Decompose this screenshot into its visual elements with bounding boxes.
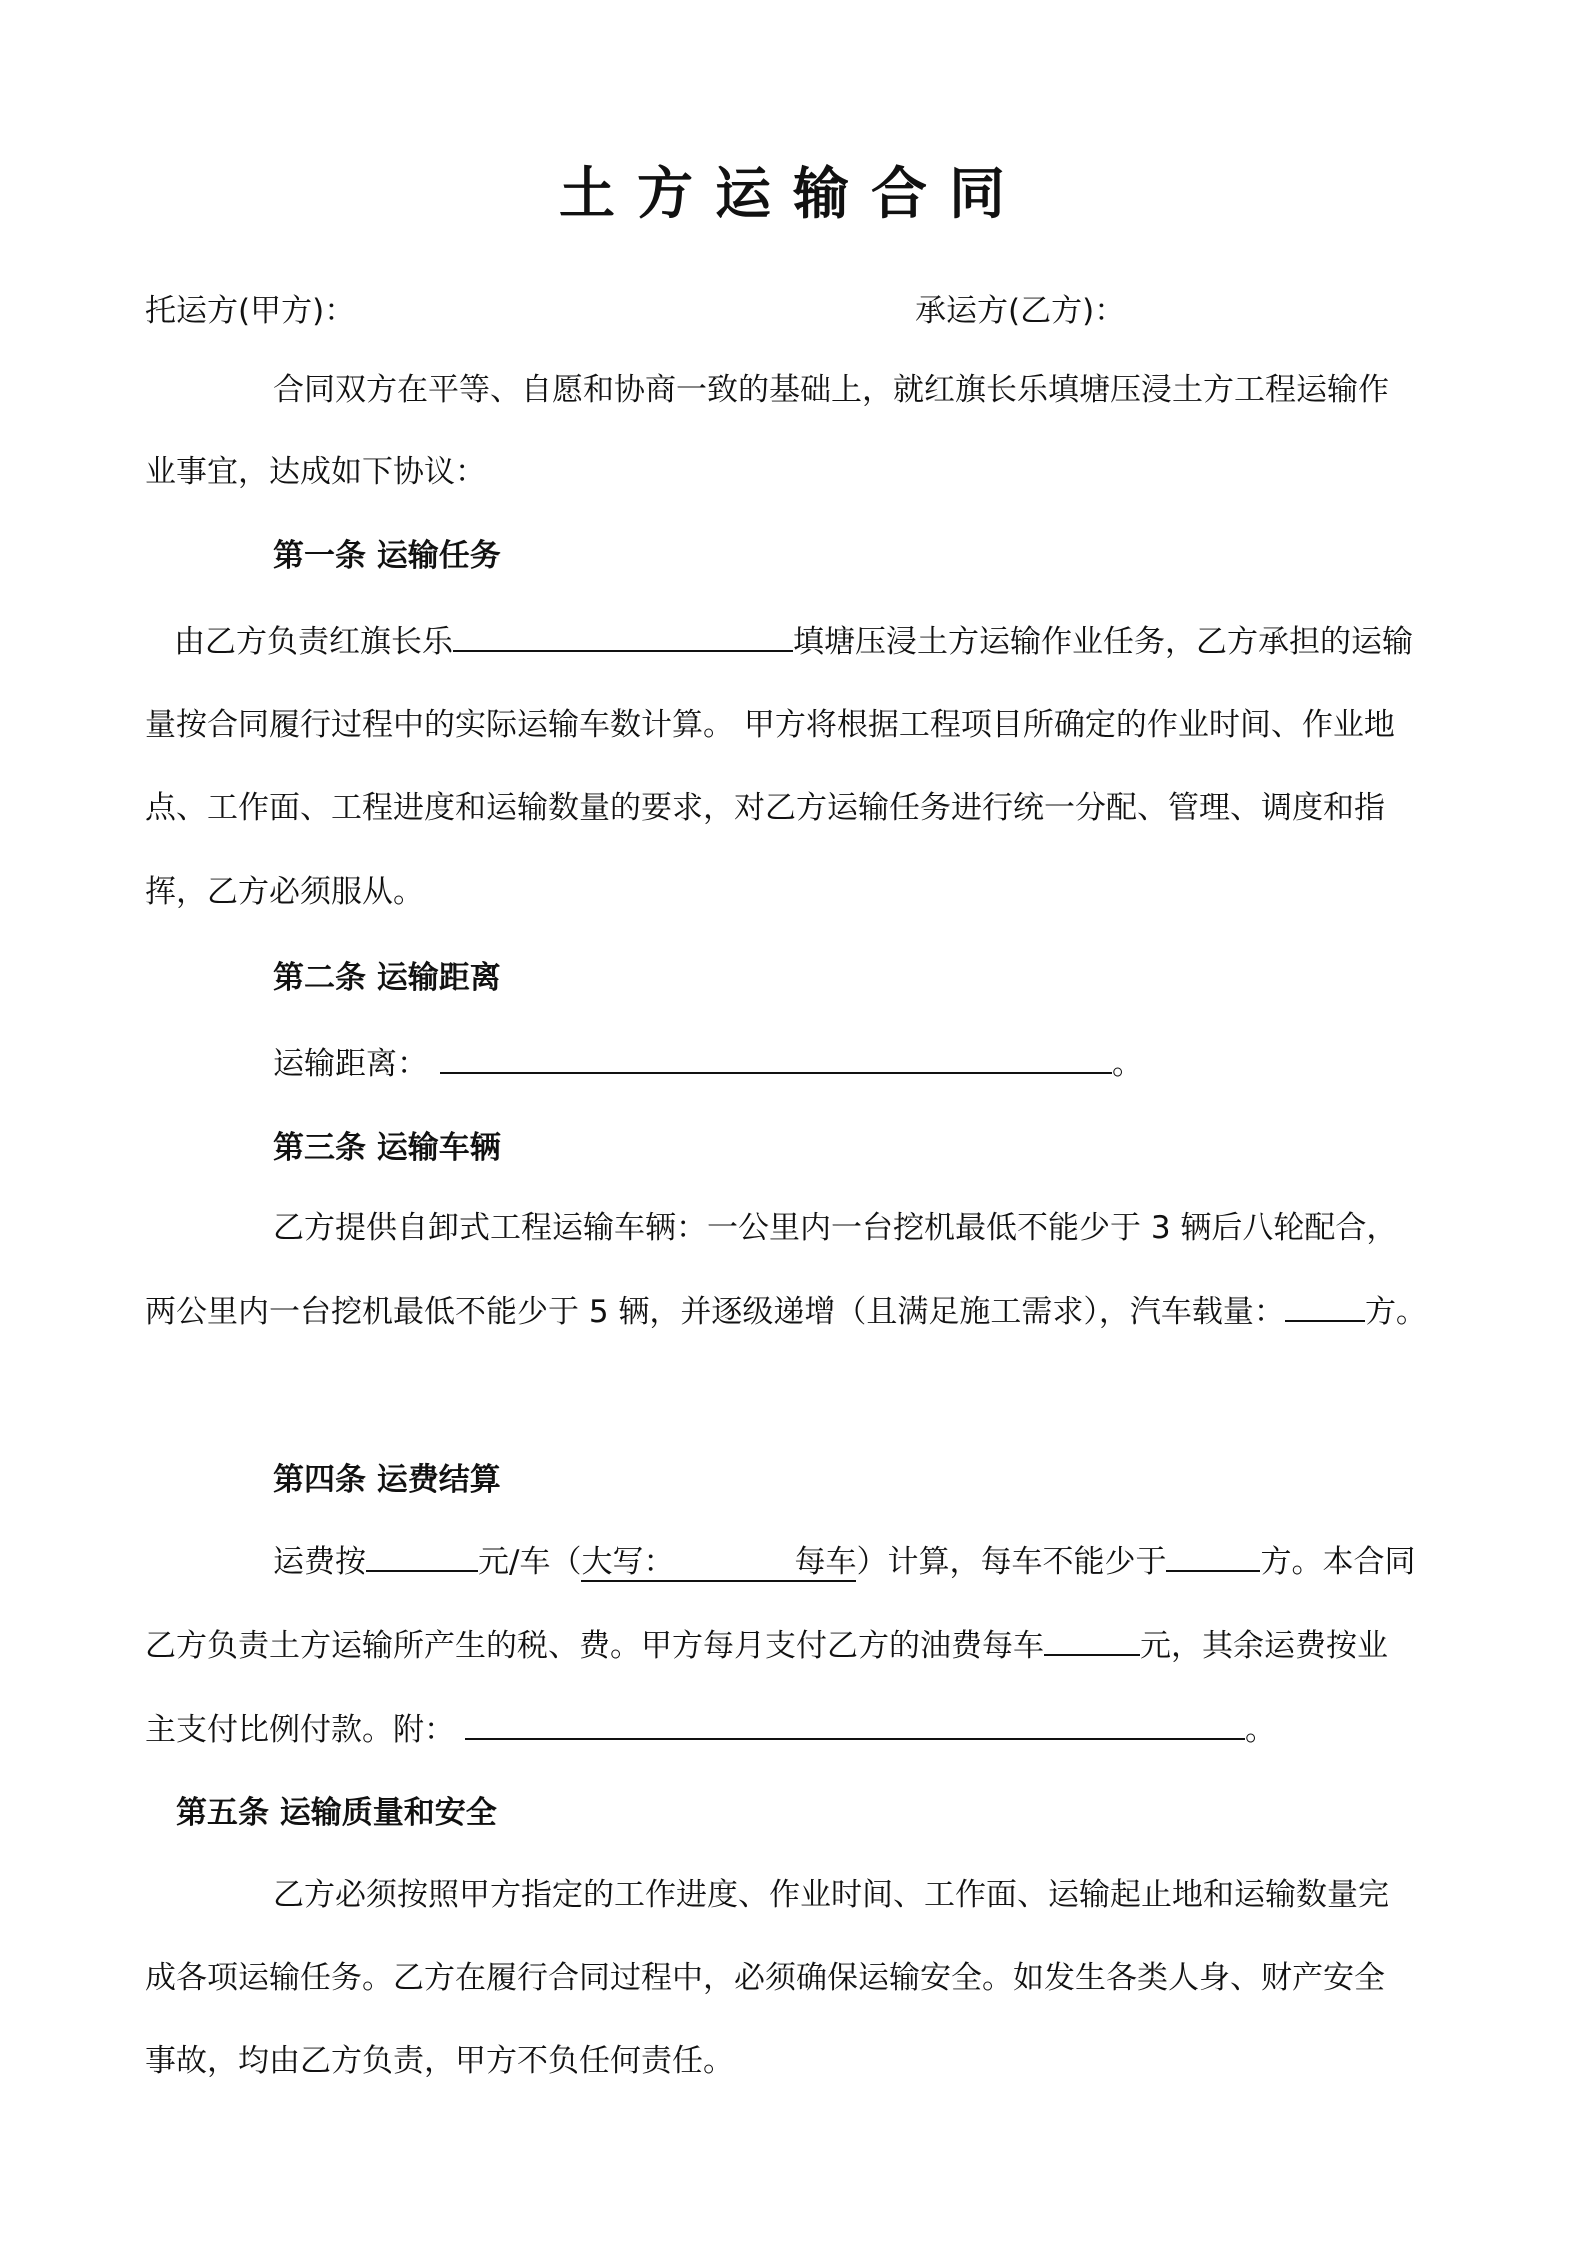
- party-b-label: 承运方(乙方)：: [915, 293, 1126, 329]
- article-4-text: 乙方负责土方运输所产生的税、费。甲方每月支付乙方的油费每车: [145, 1628, 1044, 1664]
- article-3-text: 两公里内一台挖机最低不能少于 5 辆，并逐级递增（且满足施工需求），汽车载量：: [145, 1294, 1285, 1330]
- distance-label: 运输距离：: [273, 1046, 428, 1082]
- article-4-end: 。: [1245, 1712, 1276, 1748]
- rate-blank[interactable]: [366, 1540, 478, 1572]
- article-4-line-3: [145, 1708, 1276, 1751]
- project-name-blank[interactable]: [453, 620, 793, 652]
- preamble-line-1: 合同双方在平等、自愿和协商一致的基础上，就红旗长乐填塘压浸土方工程运输作: [273, 372, 1389, 408]
- article-1-line-3: 点、工作面、工程进度和运输数量的要求，对乙方运输任务进行统一分配、管理、调度和指: [145, 790, 1385, 826]
- article-5-line-2: 成各项运输任务。乙方在履行合同过程中，必须确保运输安全。如发生各类人身、财产安全: [145, 1960, 1385, 1996]
- truck-capacity-blank[interactable]: [1285, 1290, 1365, 1322]
- article-3-line-1: 乙方提供自卸式工程运输车辆：一公里内一台挖机最低不能少于 3 辆后八轮配合，: [273, 1210, 1398, 1246]
- article-1-line-2: 量按合同履行过程中的实际运输车数计算。 甲方将根据工程项目所确定的作业时间、作业地: [145, 707, 1395, 743]
- article-2-line: [273, 1042, 1143, 1085]
- article-4-line-1: [273, 1540, 1415, 1583]
- min-volume-blank[interactable]: [1166, 1540, 1260, 1572]
- article-3-line-2: [145, 1290, 1427, 1333]
- rate-uppercase-field[interactable]: [581, 1544, 856, 1582]
- article-1-line-4: 挥，乙方必须服从。: [145, 874, 424, 910]
- article-4-text: 方。本合同: [1260, 1544, 1416, 1580]
- article-4-line-2: [145, 1624, 1388, 1667]
- article-3-heading: 第三条 运输车辆: [273, 1130, 501, 1166]
- article-4-text: 元/车（: [478, 1544, 582, 1580]
- fuel-fee-blank[interactable]: [1044, 1624, 1140, 1656]
- article-1-line-1: [174, 620, 1413, 663]
- article-1-text: 由乙方负责红旗长乐: [174, 624, 453, 660]
- article-4-heading: 第四条 运费结算: [273, 1462, 501, 1498]
- article-2-heading: 第二条 运输距离: [273, 960, 501, 996]
- preamble-line-2: 业事宜，达成如下协议：: [145, 454, 486, 490]
- party-a-label: 托运方(甲方)：: [145, 293, 356, 329]
- article-4-text: ）计算，每车不能少于: [856, 1544, 1167, 1580]
- article-5-heading: 第五条 运输质量和安全: [176, 1795, 497, 1831]
- article-4-text: 元，其余运费按业: [1140, 1628, 1388, 1664]
- article-1-heading: 第一条 运输任务: [273, 538, 501, 574]
- appendix-blank[interactable]: [465, 1708, 1245, 1740]
- article-4-text: 运费按: [273, 1544, 366, 1580]
- uppercase-label: 大写：: [581, 1544, 675, 1580]
- document-title: 土方运输合同: [559, 162, 1027, 227]
- distance-blank[interactable]: [440, 1042, 1112, 1074]
- distance-end: 。: [1112, 1046, 1143, 1082]
- article-1-text: 填塘压浸土方运输作业任务，乙方承担的运输: [793, 624, 1413, 660]
- article-4-text: 主支付比例付款。附：: [145, 1712, 455, 1748]
- per-truck-label: 每车: [794, 1544, 857, 1580]
- article-5-line-1: 乙方必须按照甲方指定的工作进度、作业时间、工作面、运输起止地和运输数量完: [273, 1877, 1389, 1913]
- article-3-text: 方。: [1364, 1294, 1427, 1330]
- article-5-line-3: 事故，均由乙方负责，甲方不负任何责任。: [145, 2043, 734, 2079]
